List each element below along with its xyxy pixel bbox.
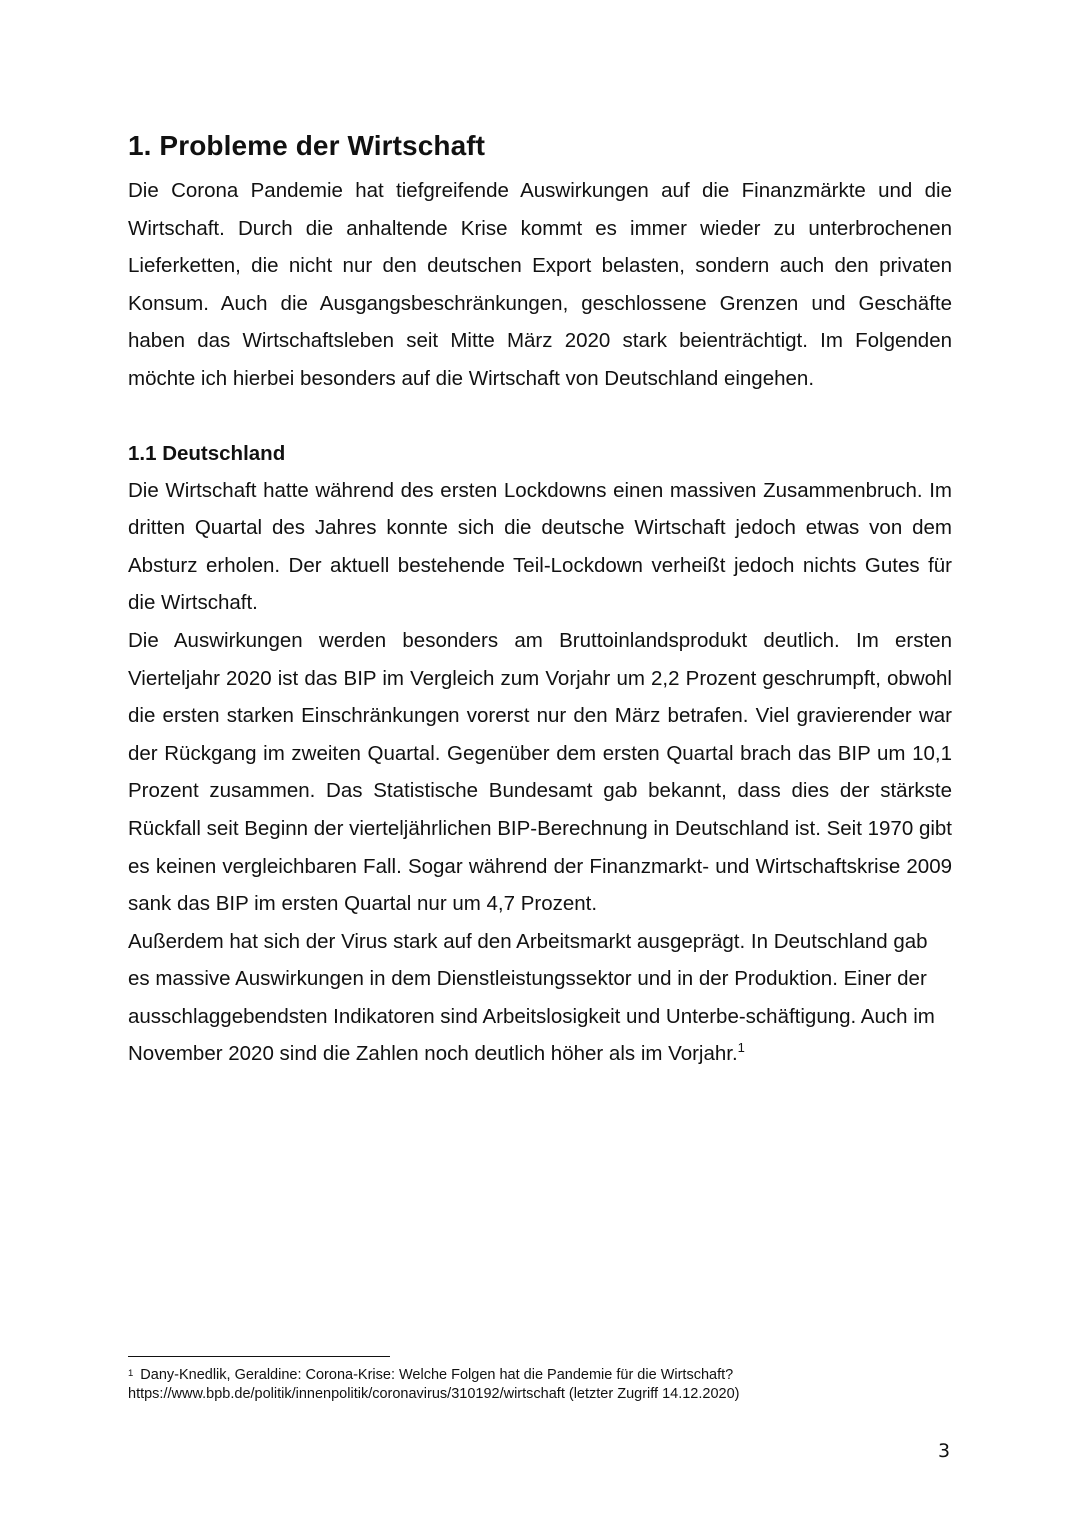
footnote <box>128 1366 952 1403</box>
paragraph-lockdown: Die Wirtschaft hatte während des ersten Lockdowns einen massiven Zusammenbruch. Im dritten Quartal des Jahres konnte sich die deutsche Wirtschaft jedoch etwas von dem Absturz erholen. Der aktuell bestehende Teil-Lockdown verheißt jedoch nichts Gutes für die Wirtschaft. <box>128 478 952 615</box>
section-heading: 1. Probleme der Wirtschaft <box>128 130 486 161</box>
paragraph-labor-market <box>128 923 952 1073</box>
intro-paragraph: Die Corona Pandemie hat tiefgreifende Auswirkungen auf die Finanzmärkte und die Wirtschaft. Durch die anhaltende Krise kommt es immer wieder zu unterbrochenen Lieferketten, die nicht nur den deutschen Export belasten, sondern auch den privaten Konsum. Auch die Ausgangsbeschränkungen, geschlossene Grenzen und Geschäfte haben das Wirtschaftsleben seit Mitte März 2020 stark beienträchtigt. Im Folgenden möchte ich hierbei besonders auf die Wirtschaft von Deutschland eingehen. <box>128 179 952 390</box>
footnote-url: https://www.bpb.de/politik/innenpolitik/coronavirus/310192/wirtschaft (letzter Zugriff 14.12.2020) <box>128 1385 740 1402</box>
paragraph-labor-market-text: Außerdem hat sich der Virus stark auf den Arbeitsmarkt ausgeprägt. In Deutschland gab es massive Auswirkungen in dem Dienstleistungssektor und in der Produktion. Einer der ausschlaggebendsten Indikatoren sind Arbeitslosigkeit und Unterbe-schäftigung. Auch im November 2020 sind die Zahlen noch deutlich höher als im Vorjahr. <box>128 929 935 1066</box>
footnote-reference[interactable]: 1 <box>737 1040 745 1056</box>
footnote-citation-text: Dany-Knedlik, Geraldine: Corona-Krise: Welche Folgen hat die Pandemie für die Wirtschaft? <box>140 1367 734 1383</box>
page-number: 3 <box>938 1440 951 1462</box>
main-content <box>128 126 952 1073</box>
footnote-citation <box>128 1366 952 1385</box>
footnote-marker: 1 <box>128 1368 134 1379</box>
subsection-heading: 1.1 Deutschland <box>128 441 286 465</box>
footnote-divider <box>128 1356 390 1357</box>
paragraph-gdp: Die Auswirkungen werden besonders am Bruttoinlandsprodukt deutlich. Im ersten Vierteljahr 2020 ist das BIP im Vergleich zum Vorjahr um 2,2 Prozent geschrumpft, obwohl die ersten starken Einschränkungen vorerst nur den März betrafen. Viel gravierender war der Rückgang im zweiten Quartal. Gegenüber dem ersten Quartal brach das BIP um 10,1 Prozent zusammen. Das Statistische Bundesamt gab bekannt, dass dies der stärkste Rückfall seit Beginn der vierteljährlichen BIP-Berechnung in Deutschland ist. Seit 1970 gibt es keinen vergleichbaren Fall. Sogar während der Finanzmarkt- und Wirtschaftskrise 2009 sank das BIP im ersten Quartal nur um 4,7 Prozent. <box>128 628 952 916</box>
